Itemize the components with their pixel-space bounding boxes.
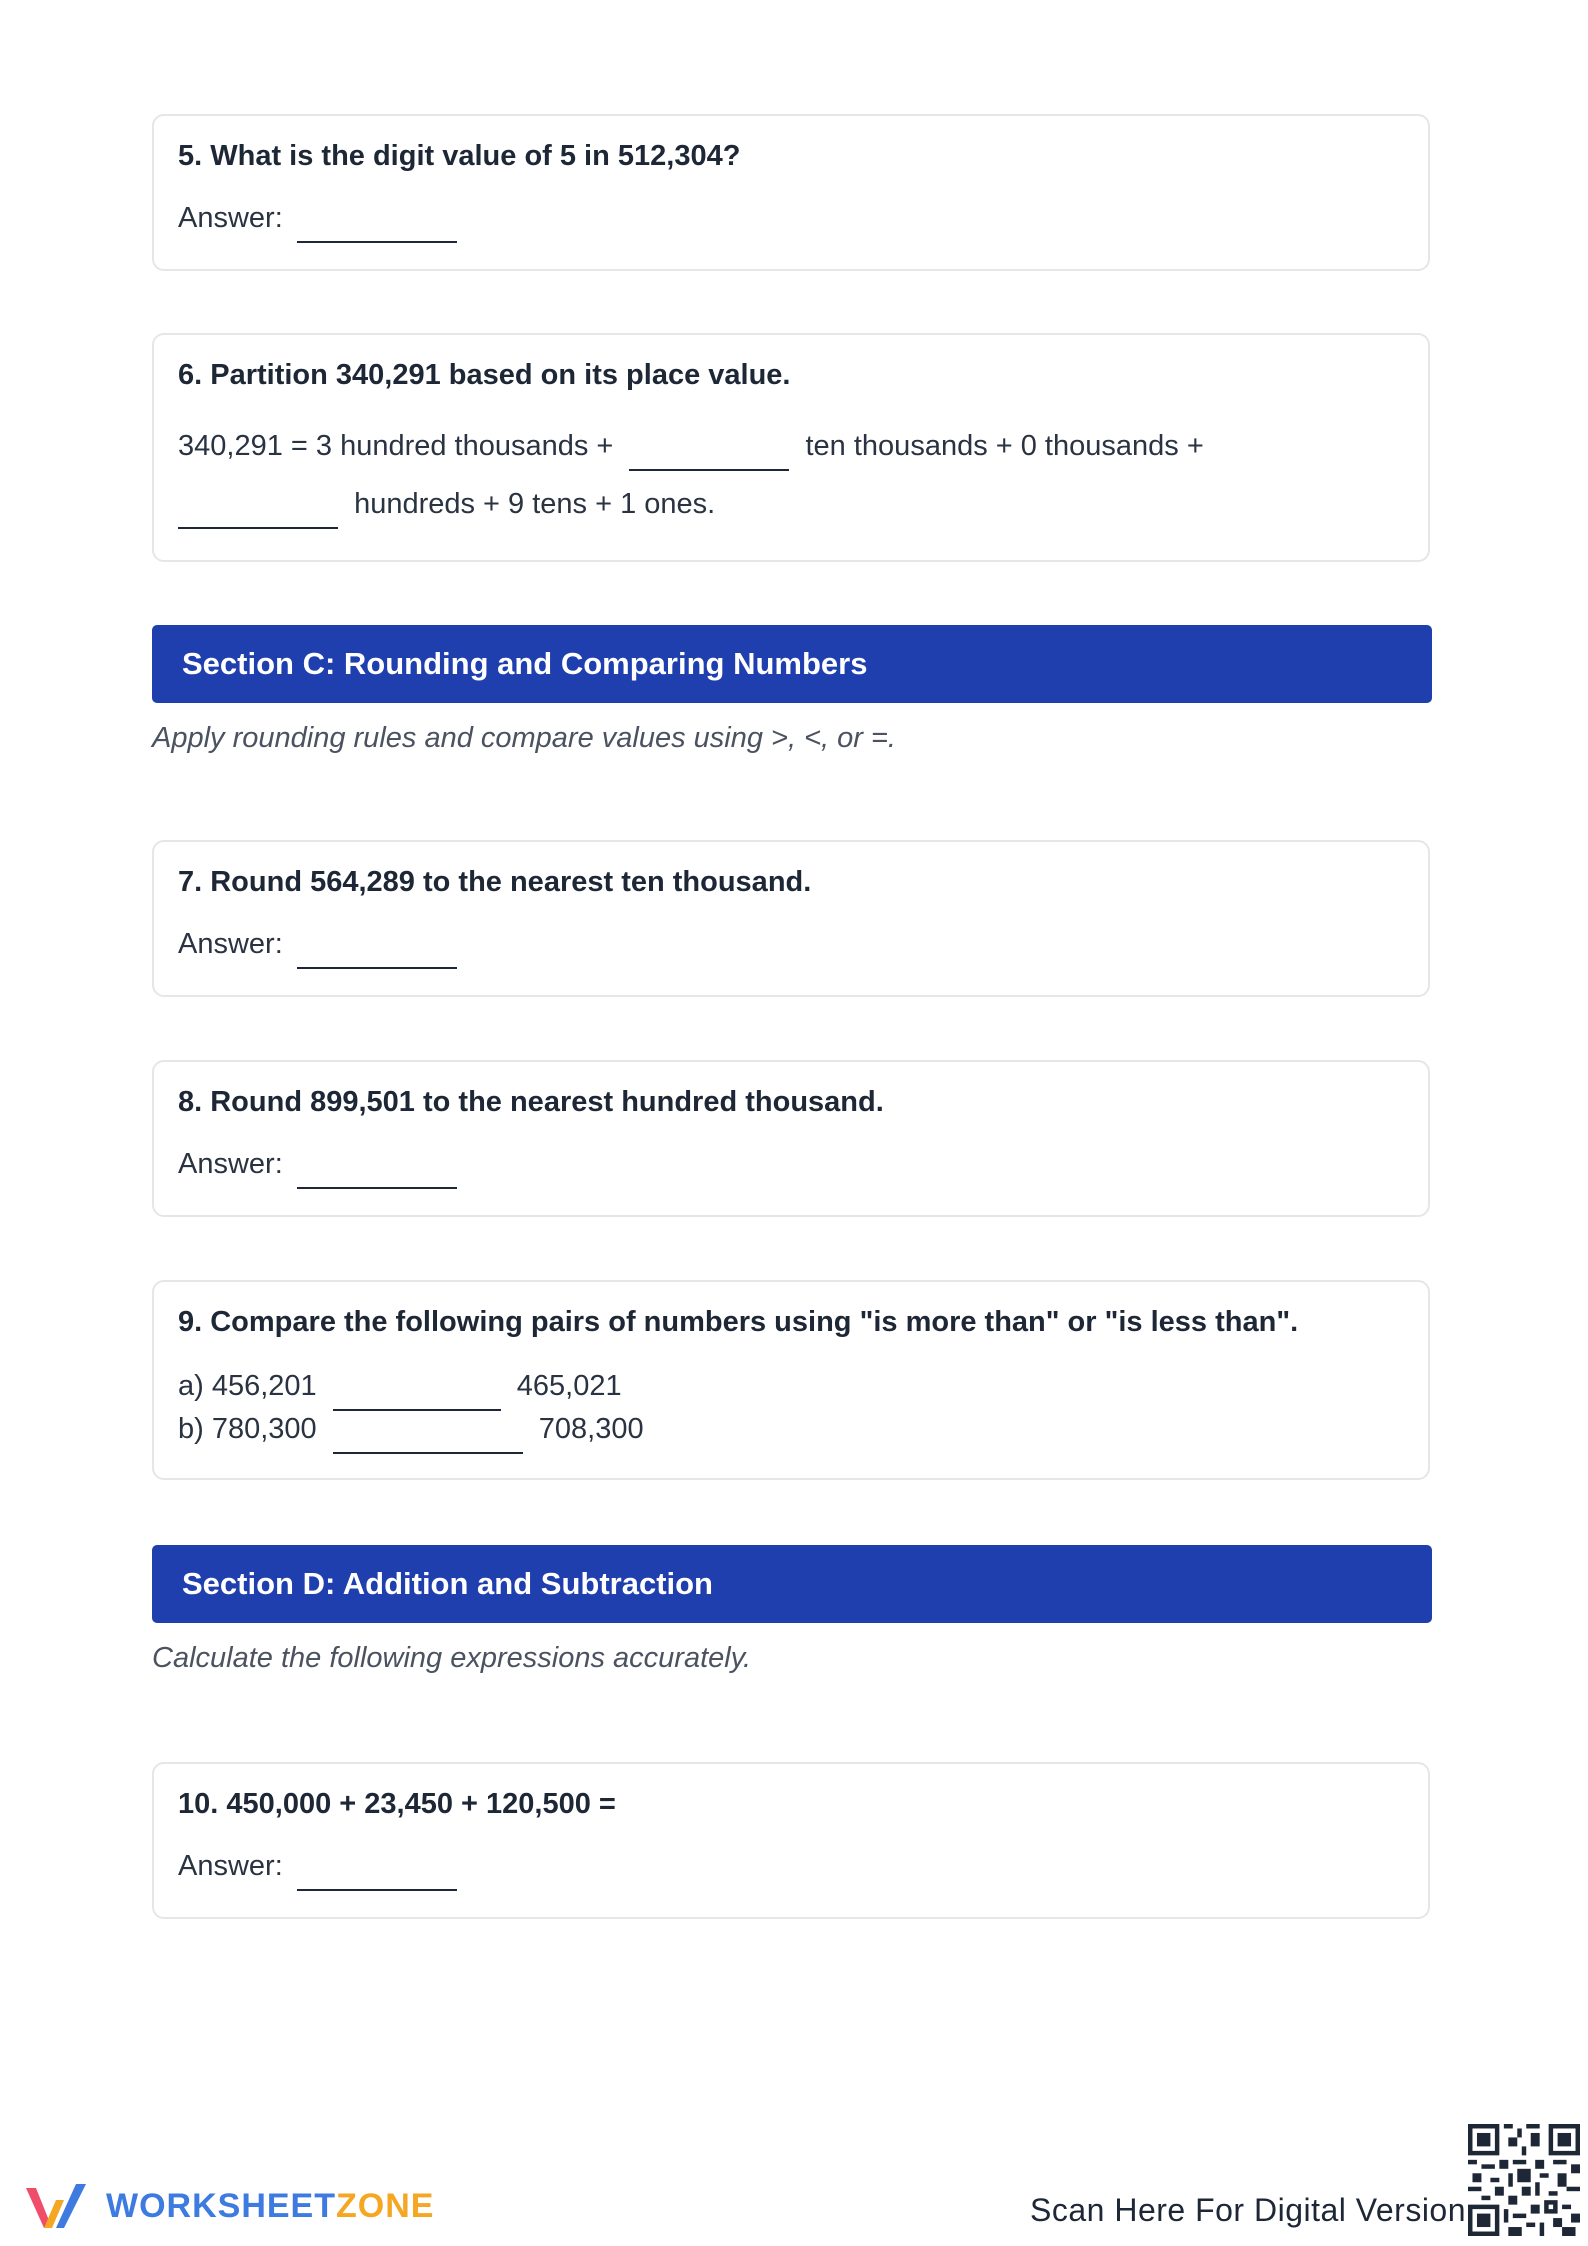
answer-row <box>178 202 457 243</box>
compare-row-b <box>178 1413 644 1454</box>
answer-row <box>178 928 457 969</box>
compare-row-a <box>178 1370 622 1411</box>
worksheetzone-logo[interactable] <box>22 2178 434 2234</box>
compare-blank-a[interactable] <box>333 1376 501 1411</box>
logo-text-part2: ZONE <box>336 2186 435 2225</box>
logo-text <box>106 2187 434 2226</box>
partition-line-2 <box>178 488 715 529</box>
question-title: 7. Round 564,289 to the nearest ten thousand. <box>178 866 812 898</box>
scan-here-text: Scan Here For Digital Version <box>1030 2192 1467 2228</box>
question-title: 6. Partition 340,291 based on its place value. <box>178 359 791 391</box>
compare-right: 465,021 <box>516 1370 622 1402</box>
question-card-10 <box>152 1762 1430 1919</box>
answer-row <box>178 1850 457 1891</box>
partition-text: ten thousands + 0 thousands + <box>805 430 1204 462</box>
qr-code-icon[interactable] <box>1468 2124 1580 2236</box>
ten-thousands-blank[interactable] <box>629 436 789 471</box>
question-card-6 <box>152 333 1430 562</box>
question-title: 10. 450,000 + 23,450 + 120,500 = <box>178 1788 616 1820</box>
partition-line-1 <box>178 430 1204 471</box>
compare-blank-b[interactable] <box>333 1419 523 1454</box>
section-c-header <box>152 625 1432 703</box>
question-card-8 <box>152 1060 1430 1217</box>
question-card-7 <box>152 840 1430 997</box>
question-card-5 <box>152 114 1430 271</box>
answer-blank[interactable] <box>297 1154 457 1189</box>
logo-text-part1: WORKSHEET <box>106 2186 336 2225</box>
section-title: Section D: Addition and Subtraction <box>182 1566 713 1601</box>
answer-blank[interactable] <box>297 1856 457 1891</box>
answer-label: Answer: <box>178 1850 283 1882</box>
answer-blank[interactable] <box>297 934 457 969</box>
question-title: 8. Round 899,501 to the nearest hundred thousand. <box>178 1086 884 1118</box>
answer-row <box>178 1148 457 1189</box>
compare-left: b) 780,300 <box>178 1413 317 1445</box>
partition-text: 340,291 = 3 hundred thousands + <box>178 430 614 462</box>
section-d-description: Calculate the following expressions accurately. <box>152 1642 752 1674</box>
partition-text: hundreds + 9 tens + 1 ones. <box>354 488 716 520</box>
question-title: 5. What is the digit value of 5 in 512,304? <box>178 140 741 172</box>
section-d-header <box>152 1545 1432 1623</box>
section-c-description: Apply rounding rules and compare values using >, <, or =. <box>152 722 896 754</box>
answer-blank[interactable] <box>297 208 457 243</box>
question-card-9 <box>152 1280 1430 1480</box>
compare-right: 708,300 <box>538 1413 644 1445</box>
question-title: 9. Compare the following pairs of numbers using "is more than" or "is less than". <box>178 1306 1299 1338</box>
section-title: Section C: Rounding and Comparing Numbers <box>182 646 868 681</box>
answer-label: Answer: <box>178 1148 283 1180</box>
logo-w-icon <box>22 2178 98 2234</box>
answer-label: Answer: <box>178 928 283 960</box>
hundreds-blank[interactable] <box>178 494 338 529</box>
answer-label: Answer: <box>178 202 283 234</box>
compare-left: a) 456,201 <box>178 1370 317 1402</box>
